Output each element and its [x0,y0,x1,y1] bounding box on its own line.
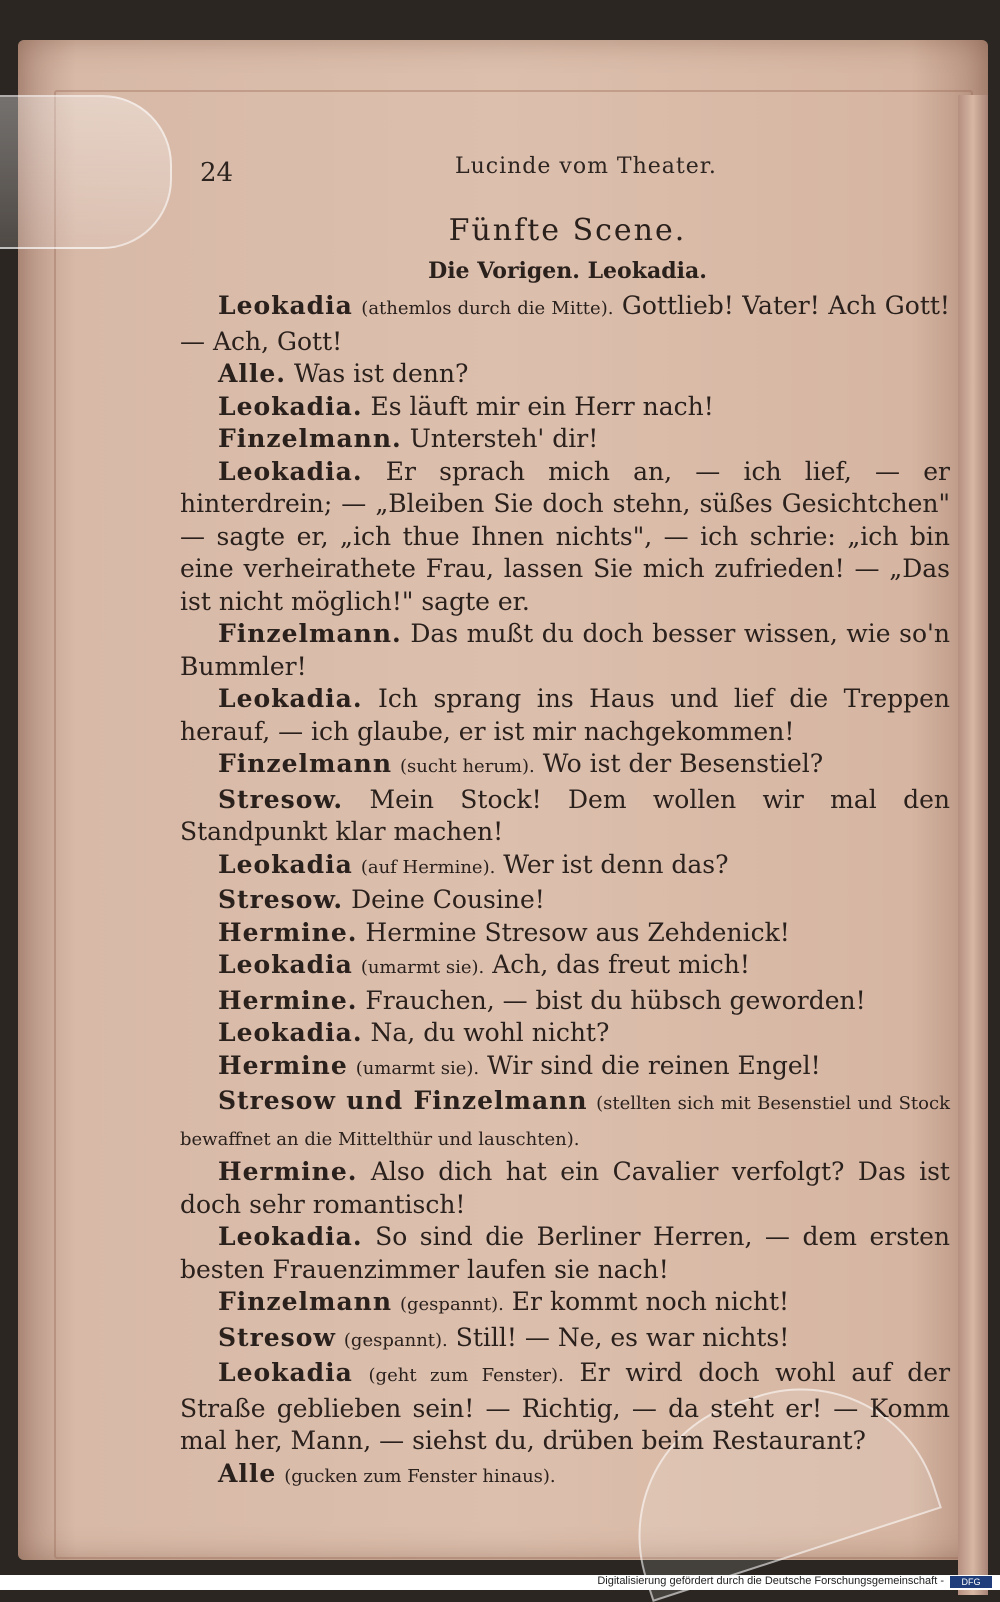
running-title: Lucinde vom Theater. [455,154,717,179]
dialogue-line: Leokadia. Es läuft mir ein Herr nach! [218,391,714,421]
dialogue-line: Stresow und Finzelmann (stellten sich mit Besenstiel und Stock bewaffnet an die Mittelthür und lauschten). [180,1086,950,1150]
page-header [200,150,940,200]
dialogue-line: Finzelmann. Untersteh' dir! [218,424,599,453]
play-text [180,290,950,1493]
dialogue-line: Finzelmann (gespannt). Er kommt noch nicht! [218,1287,790,1316]
glass-clip-top [0,95,172,249]
dialogue-line: Stresow. Deine Cousine! [218,885,545,914]
dialogue-line: Hermine. Frauchen, — bist du hübsch geworden! [218,985,866,1015]
dialogue-line: Finzelmann (sucht herum). Wo ist der Besenstiel? [218,749,824,778]
scene-title: Fünfte Scene. [448,213,687,248]
dialogue-line: Leokadia (auf Hermine). Wer ist denn das? [218,849,729,879]
dialogue-line: Leokadia (athemlos durch die Mitte). Gottlieb! Vater! Ach Gott! — Ach, Gott! [180,291,950,356]
dialogue-line: Finzelmann. Das mußt du doch besser wissen, wie so'n Bummler! [180,619,950,681]
dialogue-line: Leokadia (umarmt sie). Ach, das freut mich! [218,950,750,979]
dfg-logo: DFG [950,1576,992,1588]
dialogue-line: Hermine (umarmt sie). Wir sind die reinen Engel! [218,1050,821,1080]
dialogue-line: Leokadia. Ich sprang ins Haus und lief die Treppen herauf, — ich glaube, er ist mir nachgekommen! [180,684,950,746]
dialogue-line: Leokadia (geht zum Fenster). Er wird doch wohl auf der Straße geblieben sein! — Richtig, — da steht er! — Komm mal her, Mann, — siehst du, drüben beim Restaurant? [180,1358,951,1455]
dialogue-line: Stresow. Mein Stock! Dem wollen wir mal den Standpunkt klar machen! [180,784,951,846]
footer-credit: Digitalisierung gefördert durch die Deutsche Forschungsgemeinschaft - [597,1575,944,1587]
dialogue-line: Alle. Was ist denn? [218,359,469,388]
page-edge [958,95,988,1595]
dialogue-line: Hermine. Also dich hat ein Cavalier verfolgt? Das ist doch sehr romantisch! [180,1157,950,1219]
dialogue-line: Stresow (gespannt). Still! — Ne, es war nichts! [218,1322,790,1352]
dialogue-line: Leokadia. So sind die Berliner Herren, — dem ersten besten Frauenzimmer laufen sie nach! [180,1222,950,1284]
digitization-footer [0,1575,1000,1590]
persons-line: Die Vorigen. Leokadia. [428,258,707,284]
page-number: 24 [200,158,234,188]
dialogue-line: Hermine. Hermine Stresow aus Zehdenick! [218,917,790,947]
dialogue-line: Leokadia. Er sprach mich an, — ich lief, — er hinterdrein; — „Bleiben Sie doch stehn, süßes Gesichtchen" — sagte er, „ich thue Ihnen nichts", — ich schrie: „ich bin eine verheirathete Frau, lassen Sie mich zufrieden! — „Das ist nicht möglich!" sagte er. [180,456,950,616]
dialogue-line: Leokadia. Na, du wohl nicht? [218,1018,610,1047]
dialogue-line: Alle (gucken zum Fenster hinaus). [218,1458,556,1488]
